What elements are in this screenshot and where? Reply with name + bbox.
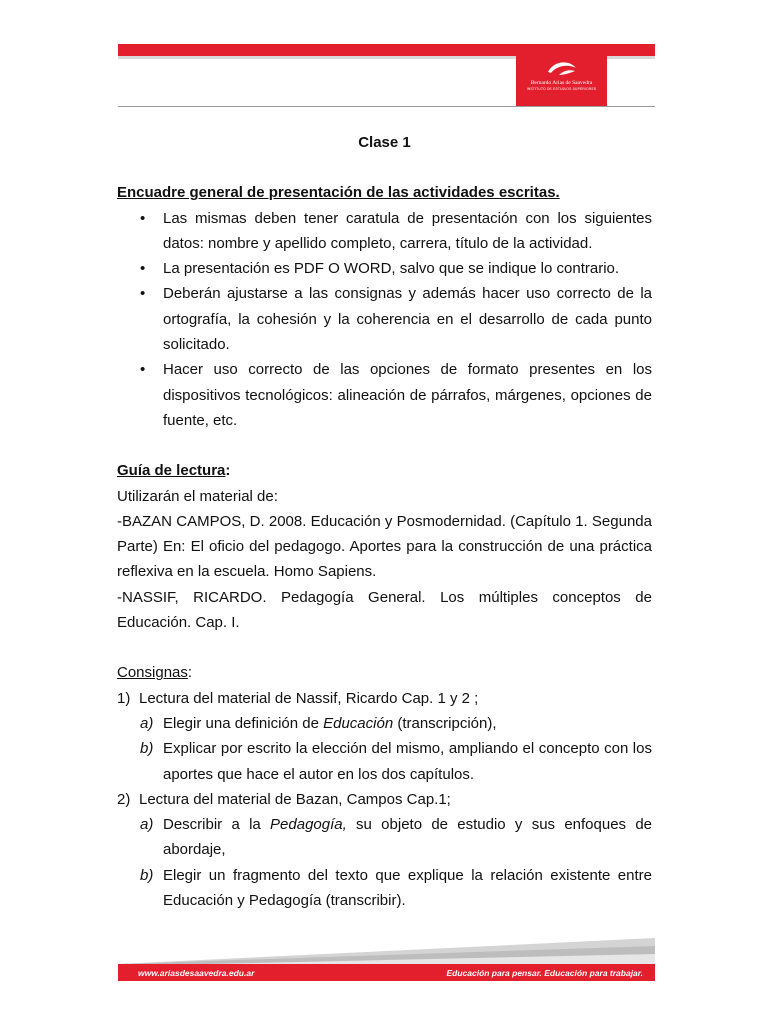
footer-website: www.ariasdesaavedra.edu.ar [138,967,255,978]
header-rule [118,106,655,107]
list-item: • Las mismas deben tener caratula de presentación con los siguientes datos: nombre y apellido completo, carrera, título de la actividad. [140,209,652,252]
reference-bazan: -BAZAN CAMPOS, D. 2008. Educación y Posmodernidad. (Capítulo 1. Segunda Parte) En: El oficio del pedagogo. Aportes para la construcción de una práctica reflexiva en la escuela. Homo Sapiens. [117,512,652,581]
logo-name: Bernardo Arias de Saavedra [530,80,593,86]
list-item: • La presentación es PDF O WORD, salvo que se indique lo contrario. [140,260,620,278]
footer-slogan: Educación para pensar. Educación para trabajar. [446,967,643,978]
list-item: • Hacer uso correcto de las opciones de formato presentes en los dispositivos tecnológicos: alineación de párrafos, márgenes, opciones de fuente, etc. [140,361,652,429]
task-2: 2) Lectura del material de Bazan, Campos Cap.1; [117,790,451,808]
page-title: Clase 1 [358,134,411,151]
task-1a: a) Elegir una definición de Educación (transcripción), [140,714,497,732]
task-1b: b) Explicar por escrito la elección del mismo, ampliando el concepto con los aportes que hace el autor en los dos capítulos. [140,740,652,783]
section-heading-consignas: Consignas: [117,664,193,682]
reference-nassif: -NASSIF, RICARDO. Pedagogía General. Los múltiples conceptos de Educación. Cap. I. [117,588,652,632]
task-2b: b) Elegir un fragmento del texto que explique la relación existente entre Educación y Pedagogía (transcribir). [140,866,652,910]
section-heading-guia: Guía de lectura: [117,462,231,480]
task-2a: a) Describir a la Pedagogía, su objeto de estudio y sus enfoques de abordaje, [140,816,652,859]
footer-band [118,964,655,981]
section-heading-encuadre: Encuadre general de presentación de las actividades escritas. [117,184,560,202]
institute-logo [516,51,607,106]
document-body [117,130,652,913]
task-1: 1) Lectura del material de Nassif, Ricardo Cap. 1 y 2 ; [117,689,479,707]
logo-subtitle: INSTITUTO DE ESTUDIOS SUPERIORES [526,87,597,91]
list-item: • Deberán ajustarse a las consignas y además hacer uso correcto de la ortografía, la cohesión y la coherencia en el desarrollo de cada punto solicitado. [140,285,652,354]
guide-intro: Utilizarán el material de: [117,487,278,505]
logo-swoosh-icon [545,59,579,77]
requirements-list [117,206,652,434]
